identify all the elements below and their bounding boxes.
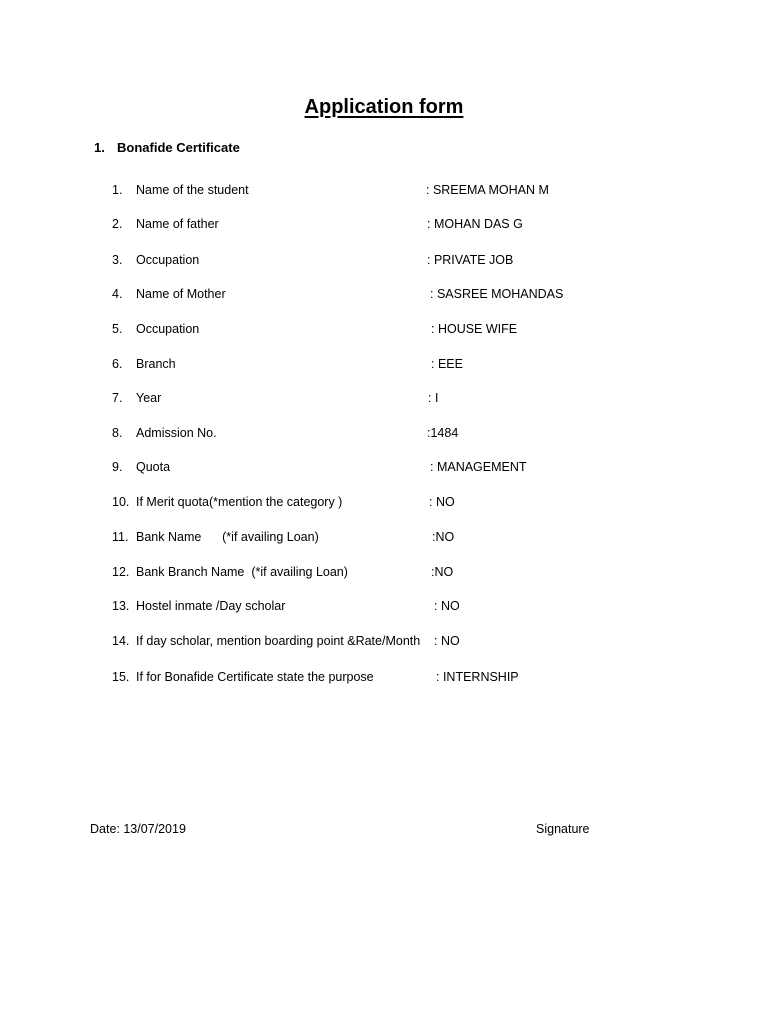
field-label: Name of the student: [136, 183, 249, 197]
field-row-quota: [0, 458, 768, 476]
field-row-father-name: [0, 215, 768, 233]
field-row-merit-quota: [0, 493, 768, 511]
field-row-hostel-inmate: [0, 597, 768, 615]
field-value: : HOUSE WIFE: [431, 322, 518, 336]
field-label: If for Bonafide Certificate state the purpose: [136, 670, 374, 684]
field-value: : INTERNSHIP: [436, 670, 519, 684]
signature-label: Signature: [536, 822, 590, 836]
field-number: 4.: [112, 287, 123, 301]
field-label: Name of father: [136, 217, 219, 231]
field-value: : MOHAN DAS G: [427, 217, 523, 231]
field-row-mother-occupation: [0, 320, 768, 338]
field-value: : MANAGEMENT: [430, 460, 527, 474]
field-row-bank-name: [0, 528, 768, 546]
field-label: Quota: [136, 460, 171, 474]
section-heading: [94, 139, 240, 157]
field-label: Bank Branch Name (*if availing Loan): [136, 565, 348, 579]
field-number: 13.: [112, 599, 130, 613]
field-value: : NO: [434, 599, 460, 613]
field-row-purpose: [0, 668, 768, 686]
field-value: : NO: [429, 495, 455, 509]
field-label: If day scholar, mention boarding point &Rate/Month: [136, 634, 421, 648]
field-row-admission-no: [0, 424, 768, 442]
date-text: Date: 13/07/2019: [90, 822, 186, 836]
field-value: : EEE: [431, 357, 463, 371]
field-value: :1484: [427, 426, 459, 440]
field-label: Branch: [136, 357, 176, 371]
field-row-bank-branch: [0, 563, 768, 581]
field-value: : I: [428, 391, 439, 405]
field-label: If Merit quota(*mention the category ): [136, 495, 343, 509]
field-label: Bank Name (*if availing Loan): [136, 530, 319, 544]
field-label: Year: [136, 391, 162, 405]
field-row-father-occupation: [0, 251, 768, 269]
field-label: Occupation: [136, 322, 200, 336]
field-value: : SASREE MOHANDAS: [430, 287, 564, 301]
field-label: Hostel inmate /Day scholar: [136, 599, 286, 613]
field-number: 1.: [112, 183, 123, 197]
field-number: 12.: [112, 565, 130, 579]
section-number: 1.: [94, 140, 105, 155]
page-title: [0, 94, 768, 120]
field-number: 10.: [112, 495, 130, 509]
field-value: : PRIVATE JOB: [427, 253, 514, 267]
field-label: Admission No.: [136, 426, 217, 440]
field-number: 7.: [112, 391, 123, 405]
field-row-boarding-point: [0, 632, 768, 650]
field-number: 8.: [112, 426, 123, 440]
field-number: 5.: [112, 322, 123, 336]
field-row-mother-name: [0, 285, 768, 303]
page-title-text: Application form: [304, 96, 464, 118]
field-row-year: [0, 389, 768, 407]
field-label: Name of Mother: [136, 287, 226, 301]
field-number: 2.: [112, 217, 123, 231]
field-value: : SREEMA MOHAN M: [426, 183, 549, 197]
field-number: 11.: [112, 530, 129, 544]
field-number: 14.: [112, 634, 130, 648]
field-value: : NO: [434, 634, 460, 648]
section-label: Bonafide Certificate: [117, 140, 240, 155]
field-label: Occupation: [136, 253, 200, 267]
field-number: 3.: [112, 253, 123, 267]
field-number: 6.: [112, 357, 123, 371]
field-row-student-name: [0, 181, 768, 199]
field-row-branch: [0, 355, 768, 373]
field-number: 9.: [112, 460, 123, 474]
field-number: 15.: [112, 670, 130, 684]
field-value: :NO: [431, 565, 454, 579]
field-value: :NO: [432, 530, 455, 544]
